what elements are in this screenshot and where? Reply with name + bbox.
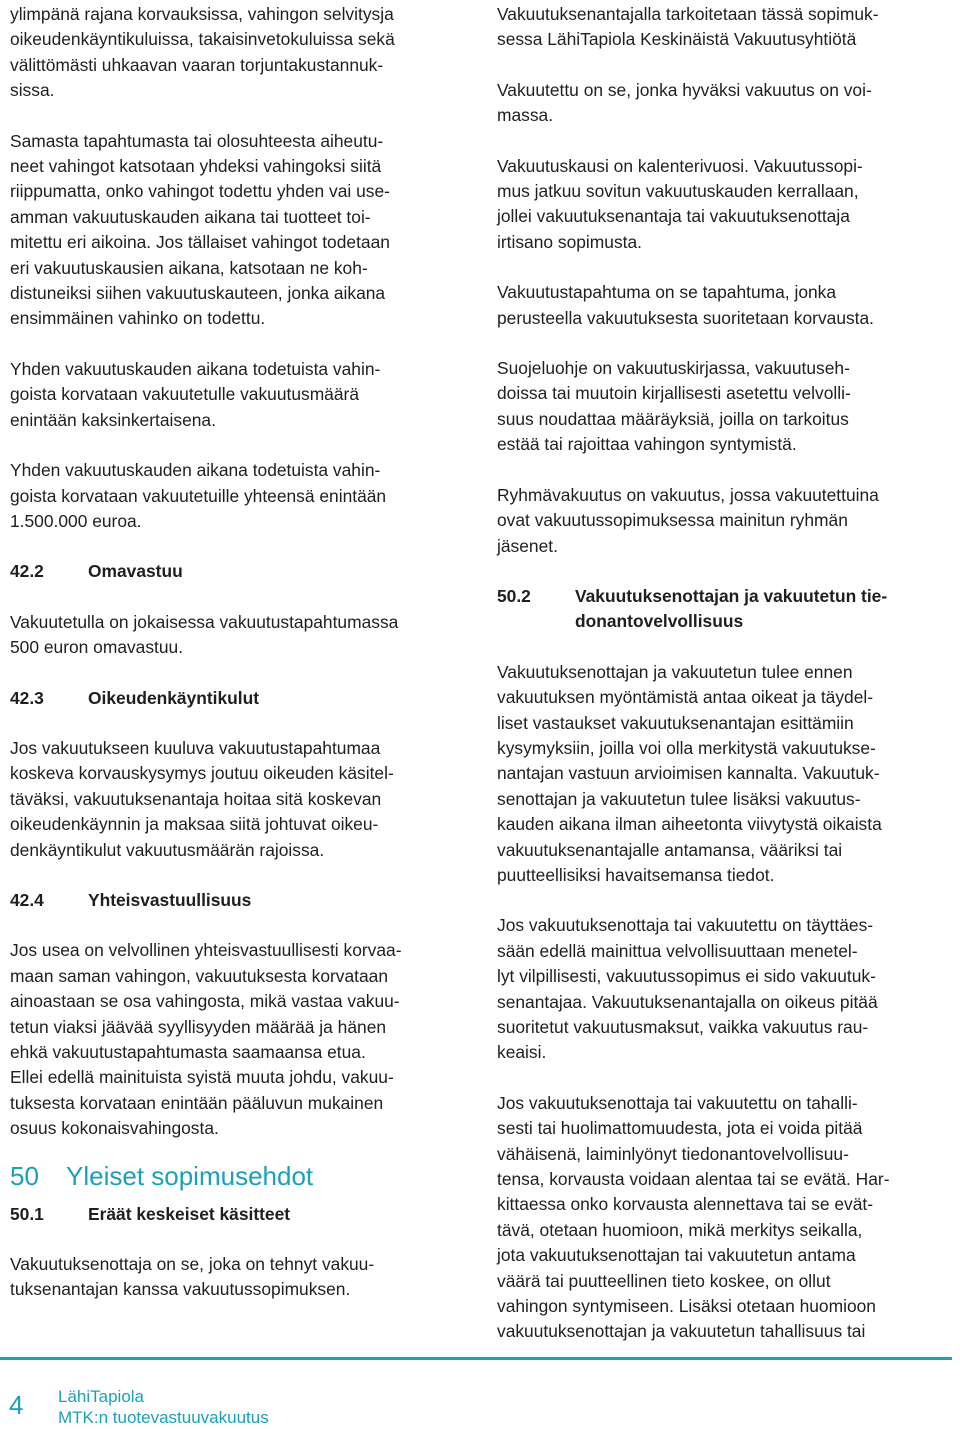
- footer-brand: [58, 1386, 269, 1428]
- page-number: 4: [9, 1390, 24, 1420]
- section-title: Yhteisvastuullisuus: [88, 889, 252, 910]
- paragraph: Jos usea on velvollinen yhteisvastuullisesti korvaa- maan saman vahingon, vakuutuksesta korvataan ainoastaan se osa vahingosta, mikä vastaa vakuu- tetun viaksi jäävää syyllisyyden määrää ja hänen ehkä vakuutustapahtumasta saamaansa etua. Ellei edellä mainituista syistä muuta johdu, vakuu- tuksesta korvataan enintään pääluvun mukainen osuus kokonaisvahingosta.: [10, 940, 402, 1139]
- paragraph: Jos vakuutukseen kuuluva vakuutustapahtumaa koskeva korvauskysymys joutuu oikeuden käsitel- täväksi, vakuutuksenantaja hoitaa sitä koskevan oikeudenkäynnin ja maksaa siitä johtuvat oikeu- denkäyntikulut vakuutusmäärän rajoissa.: [10, 737, 394, 860]
- left-column: [10, 2, 465, 1328]
- chapter-title: Yleiset sopimusehdot: [66, 1160, 314, 1191]
- section-title: Oikeudenkäyntikulut: [88, 687, 260, 708]
- product-name: MTK:n tuotevastuuvakuutus: [58, 1408, 269, 1427]
- paragraph: Vakuutetulla on jokaisessa vakuutustapahtumassa 500 euron omavastuu.: [10, 611, 399, 658]
- section-heading-42-2: [10, 559, 465, 584]
- paragraph: Samasta tapahtumasta tai olosuhteesta aiheutu- neet vahingot katsotaan yhdeksi vahingoksi siitä riippumatta, onko vahingot todettu yhden vai use- amman vakuutuskauden aikana tai tuotteet toi- mitettu eri aikoina. Jos tällaiset vahingot todetaan eri vakuutuskausien aikana, katsotaan ne koh- distuneiksi siihen vakuutuskauteen, jonka aikana ensimmäinen vahinko on todettu.: [10, 130, 390, 329]
- section-heading-42-3: [10, 686, 465, 711]
- chapter-number: 50: [10, 1160, 39, 1191]
- paragraph: Yhden vakuutuskauden aikana todetuista vahin- goista korvataan vakuutetuille yhteensä enintään 1.500.000 euroa.: [10, 460, 387, 531]
- footer-divider: [0, 1357, 952, 1360]
- paragraph: Yhden vakuutuskauden aikana todetuista vahin- goista korvataan vakuutetulle vakuutusmäärä enintään kaksinkertaisena.: [10, 358, 381, 430]
- paragraph: Suojeluohje on vakuutuskirjassa, vakuutuseh- doissa tai muutoin kirjallisesti asetettu velvolli- suus noudattaa määräyksiä, joilla on tarkoitus estää tai rajoittaa vahingon syntymistä.: [497, 358, 851, 455]
- section-heading-50-2: [497, 584, 949, 635]
- paragraph: Vakuutettu on se, jonka hyväksi vakuutus on voi- massa.: [497, 79, 872, 126]
- section-number: 42.4: [10, 889, 44, 910]
- section-number: 42.3: [10, 687, 44, 708]
- chapter-heading-50: [10, 1160, 465, 1192]
- right-column: [497, 2, 949, 1370]
- paragraph: Jos vakuutuksenottaja tai vakuutettu on täyttäes- sään edellä mainittua velvollisuuttaan menetel- lyt vilpillisesti, vakuutussopimus ei sido vakuutuk- senantajaa. Vakuutuksenantajalla on oikeus pitää suoritetut vakuutusmaksut, vaikka vakuutus rau- keaisi.: [497, 915, 878, 1063]
- section-title: Eräät keskeiset käsitteet: [88, 1203, 291, 1224]
- paragraph: ylimpänä rajana korvauksissa, vahingon selvitysja oikeudenkäyntikuluissa, takaisinvetokuluissa sekä välittömästi uhkaavan vaaran torjuntakustannuk- sissa.: [10, 4, 395, 101]
- paragraph: Vakuutuksenantajalla tarkoitetaan tässä sopimuk- sessa LähiTapiola Keskinäistä Vakuutusyhtiötä: [497, 4, 879, 50]
- paragraph: Vakuutuksenottajan ja vakuutetun tulee ennen vakuutuksen myöntämistä antaa oikeat ja täydel- liset vastaukset vakuutuksenantajan esittämiin kysymyksiin, joilla voi olla merkitystä vakuutukse- nantajan vastuun arvioimisen kannalta. Vakuutuk- senottajan ja vakuutetun tulee lisäksi vakuutus- kauden aikana ilman aiheetonta viivytystä oikaista vakuutuksenantajalle antamansa, vääriksi tai puutteellisiksi havaitsemansa tiedot.: [497, 661, 882, 885]
- paragraph: Vakuutuskausi on kalenterivuosi. Vakuutussopi- mus jatkuu sovitun vakuutuskauden kerrallaan, jollei vakuutuksenantaja tai vakuutuksenottaja irtisano sopimusta.: [497, 155, 863, 252]
- paragraph: Jos vakuutuksenottaja tai vakuutettu on tahalli- sesti tai huolimattomuudesta, jota ei voida pitää vähäisenä, laiminlyönyt tiedonantovelvollisuu- tensa, korvausta voidaan alentaa tai se evätä. Har- kittaessa onko korvausta alennettava tai se evät- tävä, otetaan huomioon, mikä merkitys seikalla, jota vakuutuksenottajan tai vakuutetun antama väärä tai puutteellinen tieto koskee, on ollut vahingon syntymiseen. Lisäksi otetaan huomioon vakuutuksenottajan ja vakuutetun tahallisuus tai: [497, 1092, 890, 1342]
- brand-name: LähiTapiola: [58, 1387, 145, 1406]
- section-number: 50.1: [10, 1203, 44, 1224]
- paragraph: Vakuutuksenottaja on se, joka on tehnyt vakuu- tuksenantajan kanssa vakuutussopimuksen.: [10, 1254, 375, 1300]
- section-title: Vakuutuksenottajan ja vakuutetun tie- donantovelvollisuus: [575, 585, 888, 632]
- paragraph: Ryhmävakuutus on vakuutus, jossa vakuutettuina ovat vakuutussopimuksessa mainitun ryhmän jäsenet.: [497, 484, 879, 556]
- section-title: Omavastuu: [88, 561, 183, 582]
- section-number: 50.2: [497, 585, 531, 606]
- section-number: 42.2: [10, 561, 44, 582]
- section-heading-50-1: [10, 1202, 465, 1227]
- section-heading-42-4: [10, 888, 465, 913]
- paragraph: Vakuutustapahtuma on se tapahtuma, jonka perusteella vakuutuksesta suoritetaan korvausta.: [497, 282, 875, 328]
